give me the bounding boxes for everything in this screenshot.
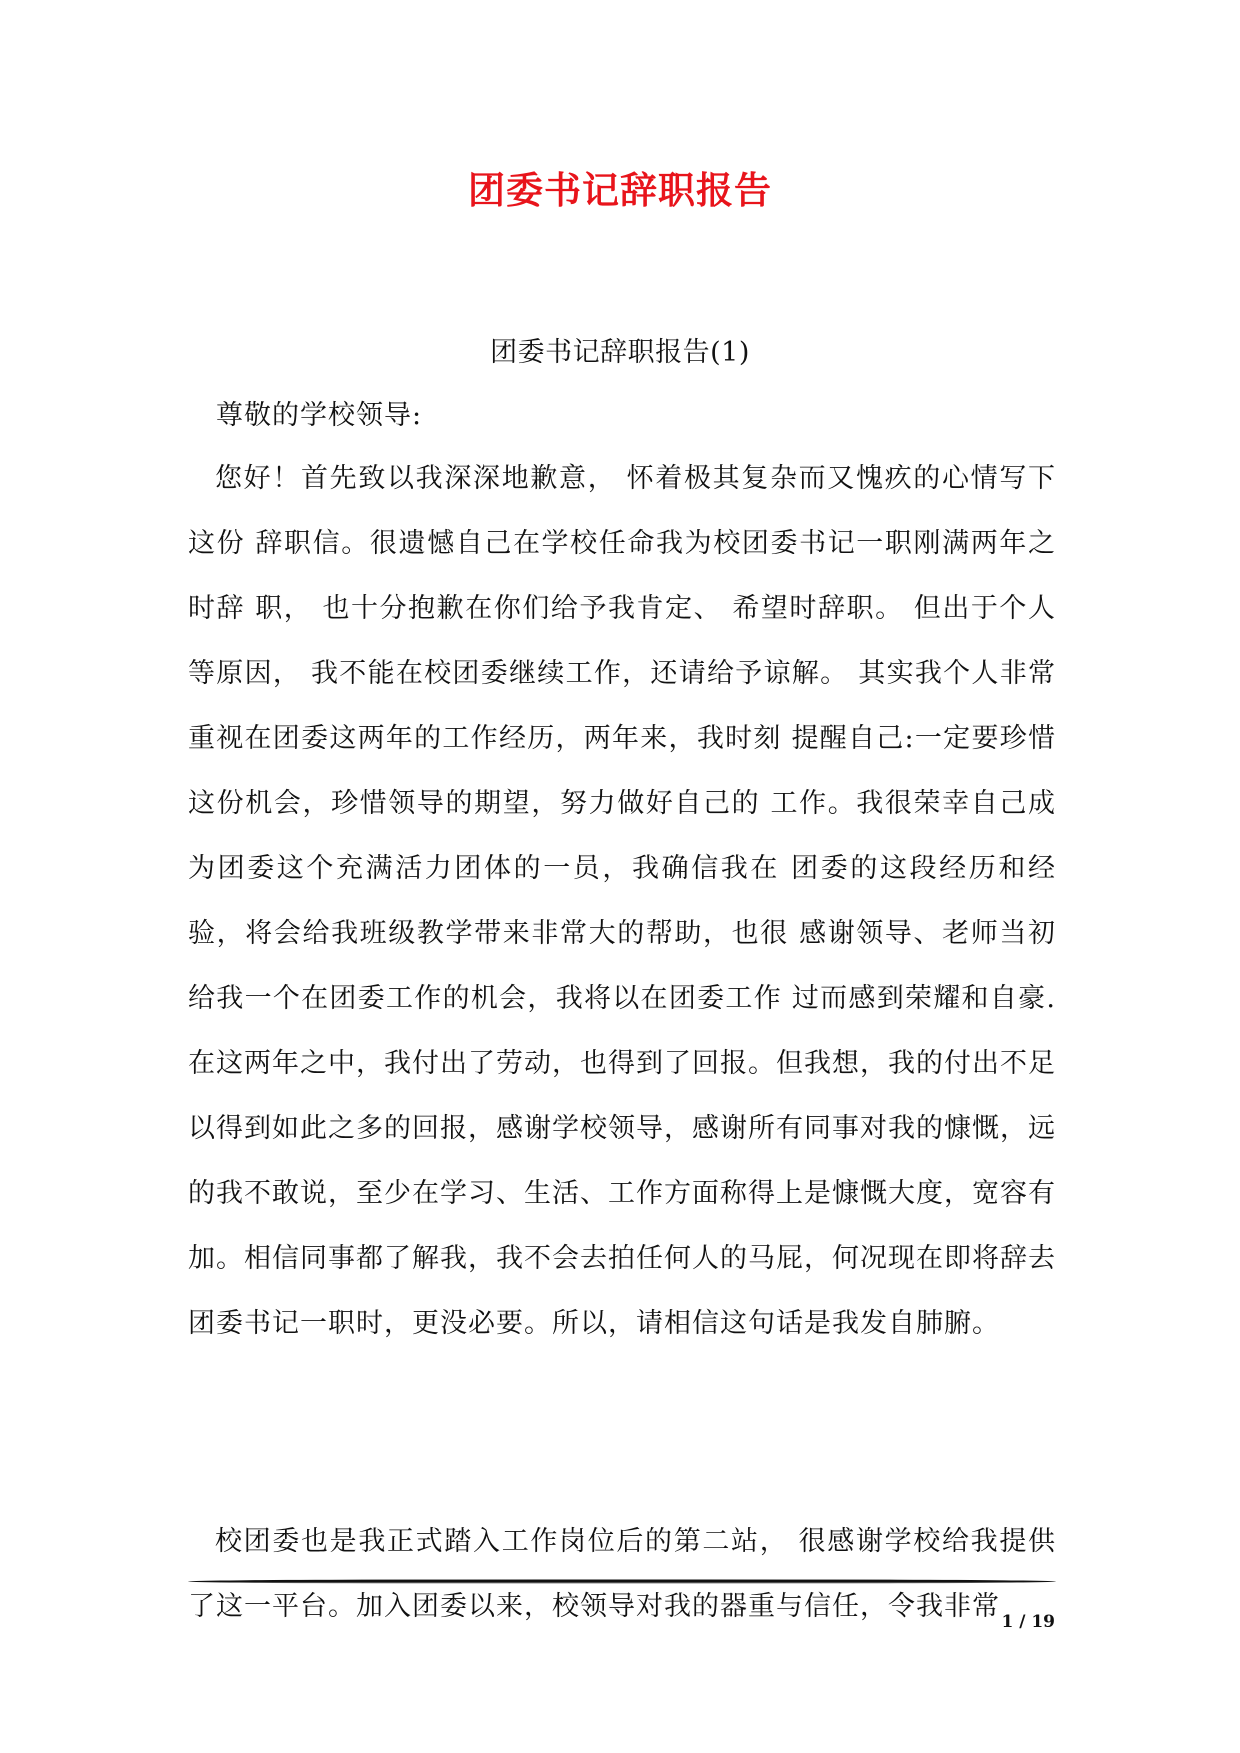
- body-paragraph: 校团委也是我正式踏入工作岗位后的第二站， 很感谢学校给我提供了这一平台。加入团委以来，校领导对我的器重与信任，令我非常: [188, 1526, 1056, 1622]
- salutation: 尊敬的学校领导:: [216, 400, 423, 431]
- footer-divider: [188, 1579, 1056, 1584]
- page-number: 1 / 19: [1001, 1612, 1055, 1632]
- section-subtitle: 团委书记辞职报告(1): [490, 337, 750, 368]
- body-paragraph: 您好！首先致以我深深地歉意， 怀着极其复杂而又愧疚的心情写下这份 辞职信。很遗憾自己在学校任命我为校团委书记一职刚满两年之时辞 职， 也十分抱歉在你们给予我肯定、 希望时辞职。 但出于个人等原因， 我不能在校团委继续工作，还请给予谅解。 其实我个人非常重视在团委这两年的工作经历，两年来，我时刻 提醒自己:一定要珍惜这份机会，珍惜领导的期望，努力做好自己的 工作。我很荣幸自己成为团委这个充满活力团体的一员，我确信我在 团委的这段经历和经验，将会给我班级教学带来非常大的帮助，也很 感谢领导、老师当初给我一个在团委工作的机会，我将以在团委工作 过而感到荣耀和自豪. 在这两年之中，我付出了劳动，也得到了回报。但我想，我的付出不足以得到如此之多的回报，感谢学校领导，感谢所有同事对我的慷慨，远的我不敢说，至少在学习、生活、工作方面称得上是慷慨大度，宽容有加。相信同事都了解我，我不会去拍任何人的马屁，何况现在即将辞去团委书记一职时，更没必要。所以，请相信这句话是我发自肺腑。: [188, 463, 1056, 1339]
- document-title: 团委书记辞职报告: [468, 168, 772, 212]
